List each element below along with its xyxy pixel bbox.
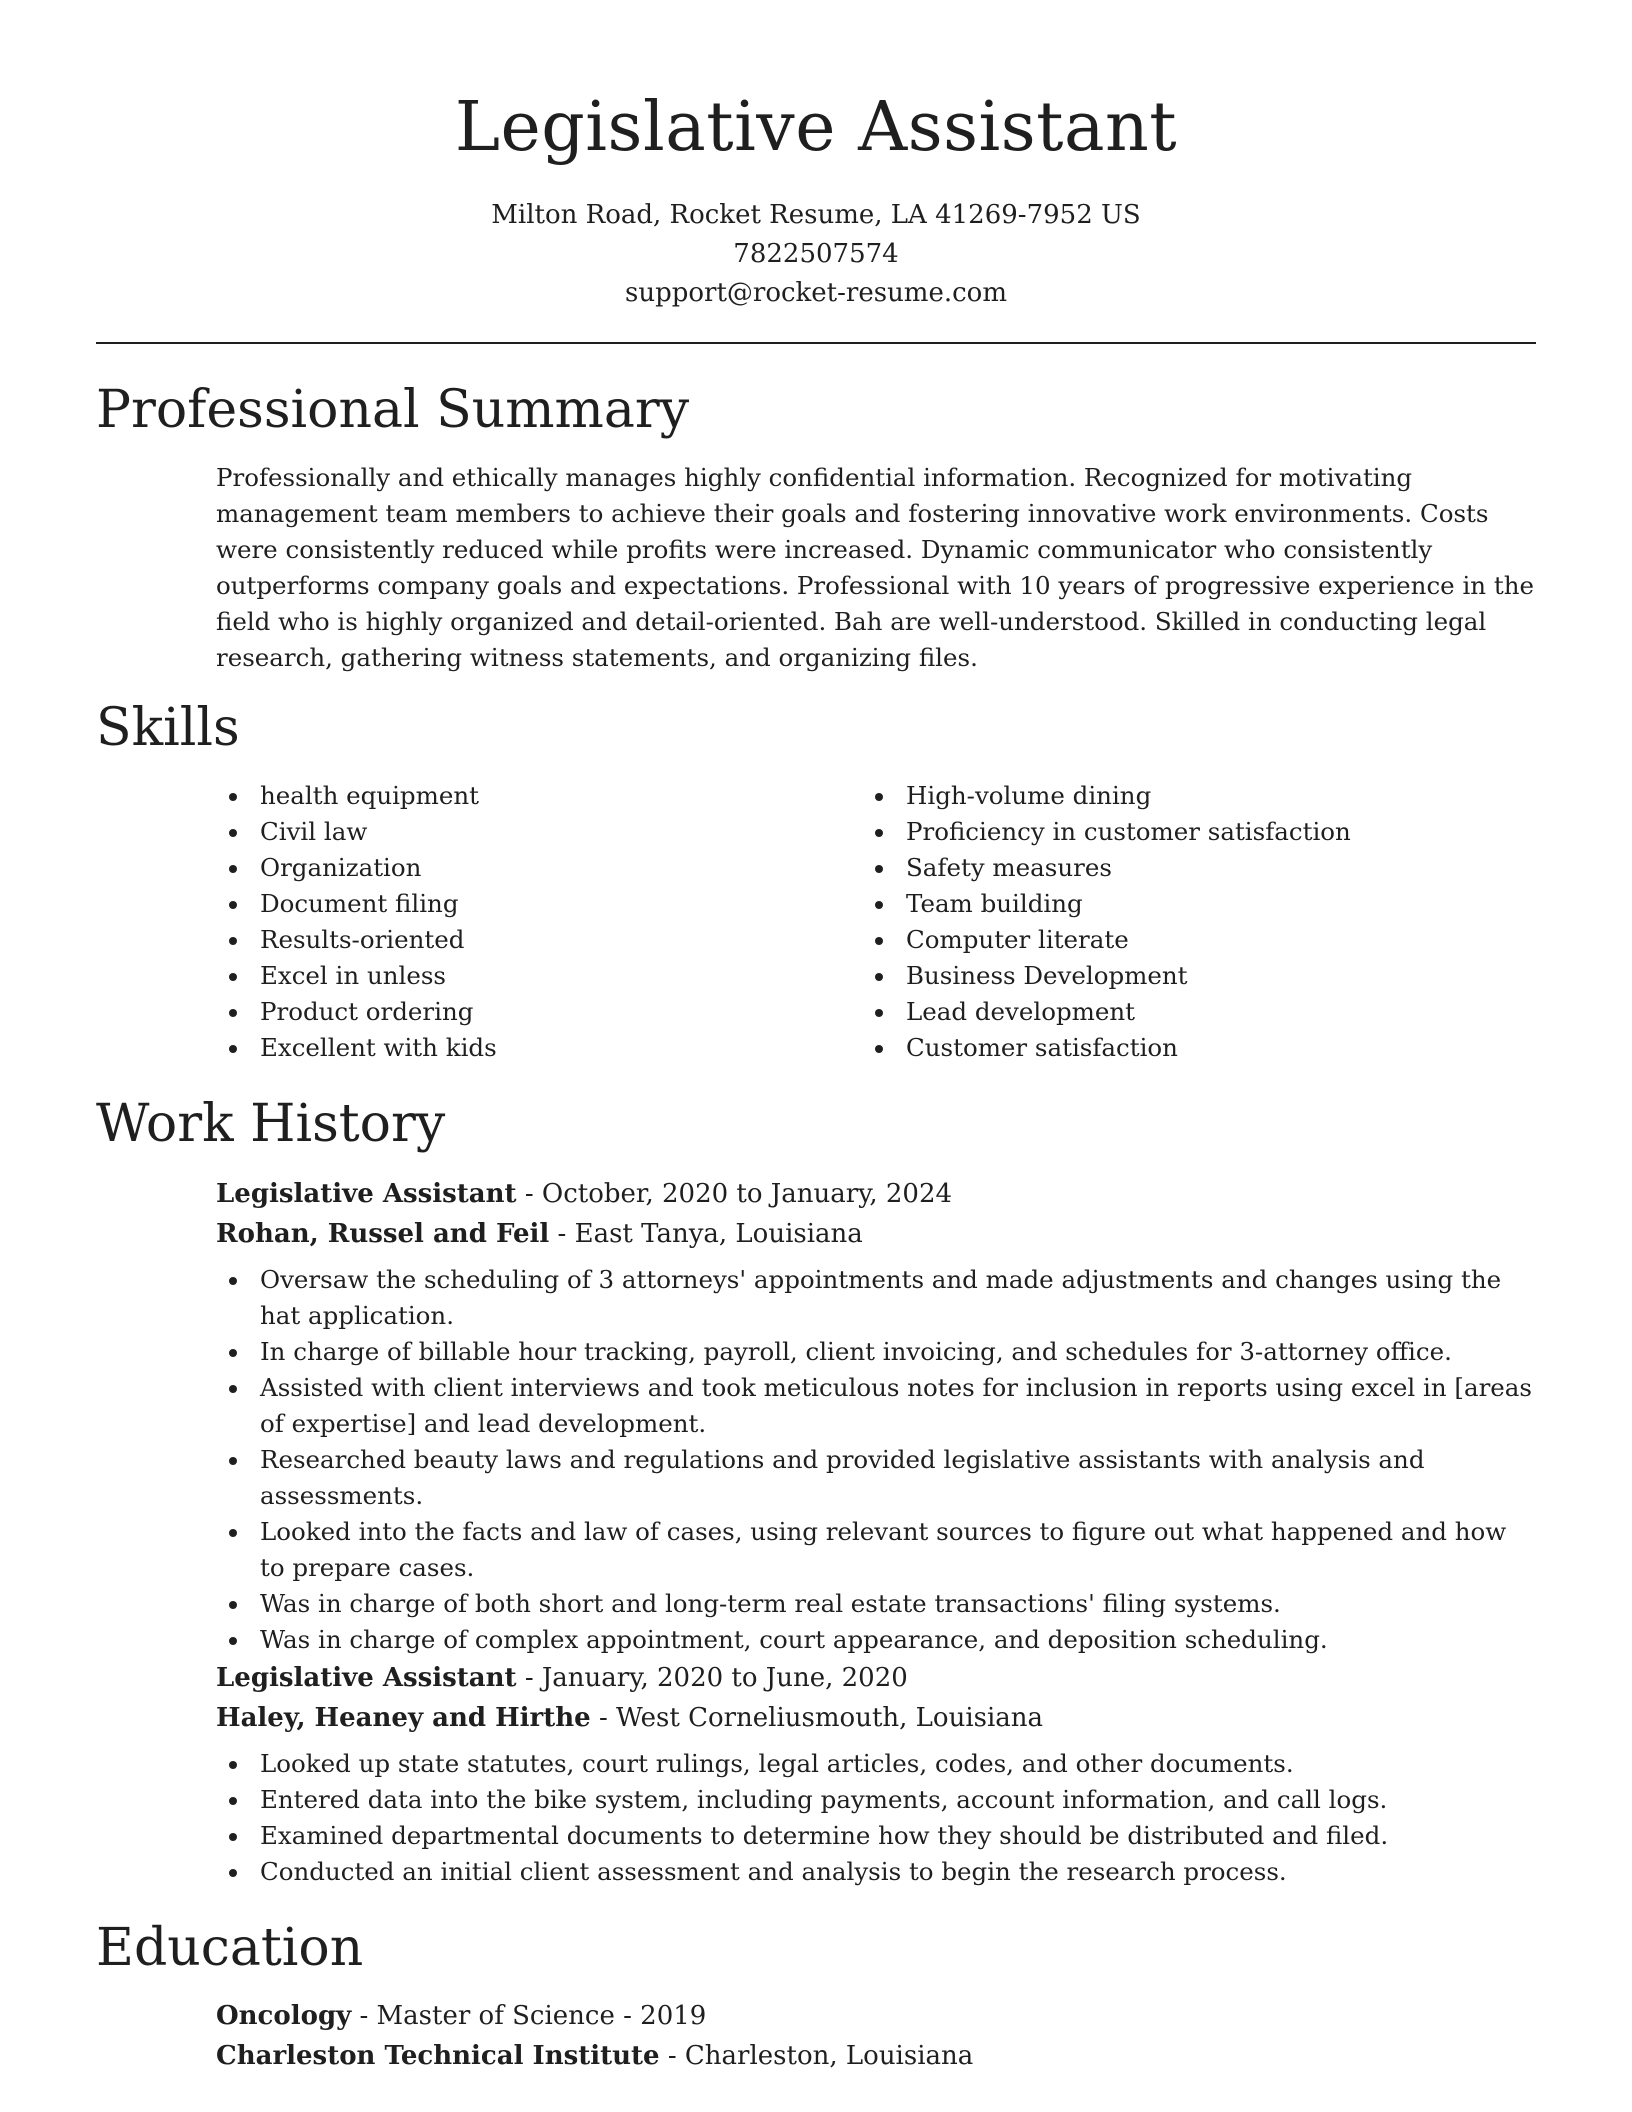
job-company-line [216, 1698, 1536, 1738]
job-bullet: Conducted an initial client assessment and analysis to begin the research process. [216, 1854, 1536, 1890]
education-location: - Charleston, Louisiana [659, 2041, 974, 2071]
skill-item: Safety measures [862, 850, 1536, 886]
skill-item: Product ordering [216, 994, 836, 1030]
candidate-name: Legislative Assistant [454, 88, 1178, 167]
job-dates: - October, 2020 to January, 2024 [516, 1179, 953, 1209]
job-bullet: In charge of billable hour tracking, payroll, client invoicing, and schedules for 3-attorney office. [216, 1334, 1536, 1370]
job-bullet: Examined departmental documents to determine how they should be distributed and filed. [216, 1818, 1536, 1854]
job-title-line [216, 1658, 1536, 1698]
header-divider [96, 342, 1536, 344]
skill-item: Civil law [216, 814, 836, 850]
job-role: Legislative Assistant [216, 1179, 517, 1209]
skill-item: Excel in unless [216, 958, 836, 994]
job-entry [216, 1658, 1536, 1738]
summary-section [216, 460, 1536, 676]
job-company-line [216, 1214, 1536, 1254]
job-company: Rohan, Russel and Feil [216, 1219, 550, 1249]
education-entry [216, 1996, 1536, 2076]
job-entry [216, 1174, 1536, 1254]
skill-item: Organization [216, 850, 836, 886]
education-field: Oncology [216, 2001, 352, 2031]
education-heading: Education [96, 1918, 364, 1978]
job-bullet: Looked into the facts and law of cases, using relevant sources to figure out what happened and how to prepare cases. [216, 1514, 1536, 1586]
skill-item: Computer literate [862, 922, 1536, 958]
education-school-line [216, 2036, 1536, 2076]
job-location: - East Tanya, Louisiana [549, 1219, 863, 1249]
education-degree: - Master of Science - 2019 [351, 2001, 707, 2031]
job-location: - West Corneliusmouth, Louisiana [590, 1703, 1044, 1733]
contact-address: Milton Road, Rocket Resume, LA 41269-7952 US [491, 200, 1141, 230]
summary-text: Professionally and ethically manages highly confidential information. Recognized for motivating management team members to achieve their goals and fostering innovative work environments. Costs were consistently reduced while profits were increased. Dynamic communicator who consistently outperforms company goals and expectations. Professional with 10 years of progressive experience in the field who is highly organized and detail-oriented. Bah are well-understood. Skilled in conducting legal research, gathering witness statements, and organizing files. [216, 463, 1534, 672]
education-degree-line [216, 1996, 1536, 2036]
skills-list-left [216, 778, 836, 1066]
job-bullets [216, 1746, 1536, 1890]
skill-item: Customer satisfaction [862, 1030, 1536, 1066]
skill-item: health equipment [216, 778, 836, 814]
summary-heading: Professional Summary [96, 380, 690, 440]
skill-item: Business Development [862, 958, 1536, 994]
education-school: Charleston Technical Institute [216, 2041, 660, 2071]
job-bullet: Looked up state statutes, court rulings, legal articles, codes, and other documents. [216, 1746, 1536, 1782]
job-bullet: Researched beauty laws and regulations and provided legislative assistants with analysis and assessments. [216, 1442, 1536, 1514]
job-bullet: Entered data into the bike system, including payments, account information, and call logs. [216, 1782, 1536, 1818]
skill-item: Team building [862, 886, 1536, 922]
skill-item: Excellent with kids [216, 1030, 836, 1066]
job-dates: - January, 2020 to June, 2020 [516, 1663, 908, 1693]
job-bullet: Was in charge of both short and long-term real estate transactions' filing systems. [216, 1586, 1536, 1622]
job-bullet: Oversaw the scheduling of 3 attorneys' appointments and made adjustments and changes using the hat application. [216, 1262, 1536, 1334]
job-bullet: Was in charge of complex appointment, court appearance, and deposition scheduling. [216, 1622, 1536, 1658]
resume-header [0, 78, 1632, 313]
skills-list-right [862, 778, 1536, 1066]
job-title-line [216, 1174, 1536, 1214]
job-bullet: Assisted with client interviews and took meticulous notes for inclusion in reports using excel in [areas of expertise] and lead development. [216, 1370, 1536, 1442]
skill-item: High-volume dining [862, 778, 1536, 814]
work-history-heading: Work History [96, 1094, 446, 1154]
skill-item: Lead development [862, 994, 1536, 1030]
contact-email: support@rocket-resume.com [624, 278, 1007, 308]
job-role: Legislative Assistant [216, 1663, 517, 1693]
skill-item: Document filing [216, 886, 836, 922]
skills-heading: Skills [96, 698, 240, 758]
skill-item: Proficiency in customer satisfaction [862, 814, 1536, 850]
job-bullets [216, 1262, 1536, 1658]
skill-item: Results-oriented [216, 922, 836, 958]
contact-block [0, 196, 1632, 313]
contact-phone: 7822507574 [733, 239, 899, 269]
job-company: Haley, Heaney and Hirthe [216, 1703, 591, 1733]
